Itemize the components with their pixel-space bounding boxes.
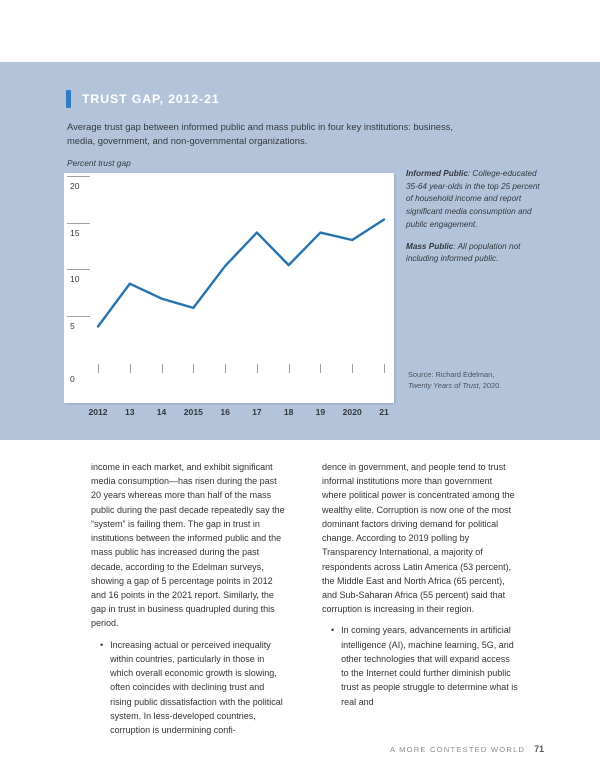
- body-bullet-item: [91, 638, 287, 738]
- figure-title-row: [66, 90, 220, 108]
- x-tick-label-17: 17: [252, 407, 262, 417]
- source-line-1: Source: Richard Edelman,: [408, 370, 495, 379]
- definition-term-mass-public: Mass Public: [406, 241, 454, 251]
- y-tick-mark-20: [67, 176, 90, 177]
- x-tick-label-21: 21: [379, 407, 389, 417]
- x-tick-label-18: 18: [283, 407, 294, 417]
- footer-chapter-label: A MORE CONTESTED WORLD: [389, 745, 526, 754]
- bullet-dot-icon: •: [100, 639, 104, 650]
- x-tick-label-13: 13: [124, 407, 135, 417]
- body-column-left: [91, 460, 287, 744]
- y-tick-mark-15: [67, 223, 90, 224]
- figure-subtitle: Average trust gap between informed public and mass public in four key institutions: business, media, government, and non-governmental organizations.: [67, 121, 453, 146]
- y-tick-label-0: 0: [70, 374, 75, 384]
- y-tick-label-20: 20: [70, 181, 80, 191]
- page-top-margin: [0, 0, 600, 62]
- x-tick-mark-18: [289, 364, 290, 373]
- y-tick-mark-5: [67, 316, 90, 317]
- x-tick-mark-14: [162, 364, 163, 373]
- x-tick-mark-17: [257, 364, 258, 373]
- footer-page-number: 71: [534, 744, 544, 754]
- title-accent-bar: [66, 90, 71, 108]
- definition-text-mass-public: : All population not including informed public.: [406, 241, 521, 264]
- x-tick-label-2020: 2020: [342, 407, 362, 417]
- x-tick-mark-21: [384, 364, 385, 373]
- x-tick-mark-19: [320, 364, 321, 373]
- y-tick-label-15: 15: [70, 227, 80, 238]
- definition-text-informed-public: : College-educated 35-64 year-olds in the top 25 percent of household income and report significant media consumption and public engagement.: [406, 169, 540, 229]
- x-tick-mark-2012: [98, 364, 99, 373]
- x-tick-label-2015: 2015: [183, 407, 203, 417]
- x-tick-mark-16: [225, 364, 226, 373]
- body-bullet-text: In coming years, advancements in artificial intelligence (AI), machine learning, 5G, and other technologies that will expand access to the Internet could further diminish public trust as people struggle to determine what is real and: [341, 625, 518, 707]
- body-bullet-item: [322, 623, 518, 708]
- y-tick-label-10: 10: [70, 274, 80, 284]
- x-tick-label-19: 19: [315, 407, 326, 417]
- body-paragraph: income in each market, and exhibit significant media consumption—has risen during the past 20 years whereas more than half of the mass public during the past decade repeatedly say the “system” is failing them. The gap in trust in institutions between the informed public and the mass public has increased during the past decade, according to the Edelman surveys, showing a gap of 5 percentage points in 2012 and 16 points in the 2021 report. Similarly, the gap in trust in business quadrupled during this period.: [91, 462, 285, 629]
- y-tick-mark-10: [67, 269, 90, 270]
- definition-mass-public: [406, 241, 546, 266]
- x-tick-label-16: 16: [220, 407, 230, 417]
- x-tick-mark-13: [130, 364, 131, 373]
- chart-series-line: [64, 173, 394, 403]
- definition-term-informed-public: Informed Public: [406, 169, 468, 178]
- trust-gap-line-chart: [64, 173, 394, 417]
- source-citation: [408, 369, 558, 391]
- x-tick-mark-2020: [352, 364, 353, 373]
- body-bullet-text: Increasing actual or perceived inequality within countries, particularly in those in which overall economic growth is slowing, often coincides with declining trust and rising public dissatisfaction with the political system. In less-developed countries, corruption is undermining confi-: [110, 639, 283, 735]
- figure-title: TRUST GAP, 2012-21: [82, 92, 220, 106]
- chart-unit-label: Percent trust gap: [67, 158, 131, 168]
- x-tick-label-2012: 2012: [88, 407, 108, 417]
- bullet-dot-icon: •: [331, 625, 335, 636]
- x-tick-label-14: 14: [156, 407, 167, 417]
- x-tick-mark-2015: [193, 364, 194, 373]
- body-paragraph: dence in government, and people tend to trust informal institutions more than government where political power is concentrated among the wealthy elite. Corruption is now one of the most dominant factors driving demand for political change. According to 2019 polling by Transparency International, a majority of respondents across Latin America (53 percent), the Middle East and North Africa (65 percent), and Sub-Saharan Africa (55 percent) said that corruption is increasing in their region.: [322, 462, 515, 615]
- definition-informed-public: [406, 168, 546, 232]
- definitions-note: [406, 168, 546, 275]
- body-column-right: [322, 460, 518, 716]
- page-footer: [390, 744, 544, 754]
- source-year: 2020.: [480, 381, 502, 391]
- source-title: Twenty Years of Trust,: [408, 381, 481, 391]
- y-tick-label-5: 5: [70, 320, 75, 331]
